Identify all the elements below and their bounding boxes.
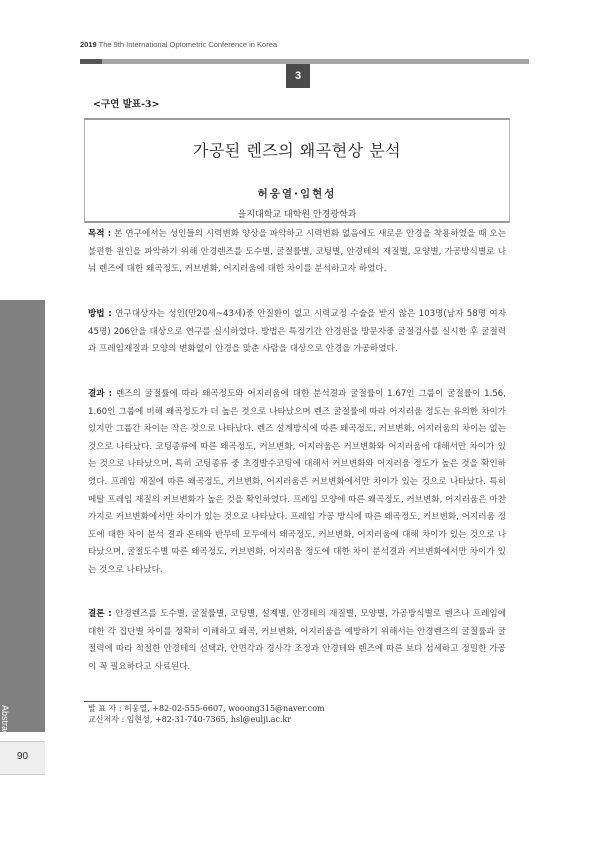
section-purpose: 목적 : 본 연구에서는 성인들의 시력변화 양상을 파악하고 시력변화 없음에도 새로운 안경을 착용하였을 때 오는 불편한 원인을 파악하기 위해 안경렌즈를 도수별, 굴절률별, 코팅별, 안경테의 재질별, 모양별, 가공방식별로 나눠 렌즈에 대한 왜곡정도, 커브변화, 어지러움에 대한 차이를 분석하고자 하였다. (88, 229, 507, 275)
abstract-number-badge: 3 (286, 64, 310, 88)
side-tab-label: Abstract (0, 705, 10, 739)
section-heading: 결론 (88, 609, 105, 619)
page-number: 90 (16, 751, 29, 762)
section-method: 방법 : 연구대상자는 성인(만20세~43세)중 안질환이 없고 시력교정 수술을 받지 않은 103명(남자 58명 여자 45명) 206안을 대상으로 연구를 실시하였다. 방법은 특정기간 안경원을 방문자중 굴절검사를 실시한 후 굴절력과 프레임재질과 모양의 변화없이 안경을 맞춘 사람을 대상으로 안경을 가공하였다. (88, 309, 506, 355)
footnote-presenter: 발 표 자 : 허웅열, +82-02-555-6607, wooong315@naver.com (88, 704, 325, 713)
section-heading: 결과 (88, 389, 105, 399)
paper-title: 가공된 렌즈의 왜곡현상 분석 (192, 141, 402, 160)
section-body: 렌즈의 굴절률에 따라 왜곡정도와 어지러움에 대한 분석결과 굴절률이 1.67인 그룹이 굴절률이 1.56, 1.60인 그룹에 비해 왜곡정도가 더 높은 것으로 나타났으며 렌즈 굴절률에 따라 어지러움 정도는 유의한 차이가 있지만 그룹간 차이는 작은 것으로 나타났다. 렌즈 설계방식에 따른 왜곡정도, 커브변화, 어지러움의 차이는 없는 것으로 나타났다. 코팅종류에 따른 왜곡정도, 커브변화, 어지러움은 커브변화와 어지러움에 대해서만 차이가 있는 것으로 나타났으며, 특히 코팅종류 중 초경발수코팅에 대해서 커브변화와 어지러움 정도가 높은 것을 확인하였다. 프레임 재질에 따른 왜곡정도, 커브변화, 어지러움은 커브변화에서만 차이가 있는 것으로 나타났다. 특히 메탈 프레임 재질의 커브변화가 높은 것을 확인하였다. 프레임 모양에 따른 왜곡정도, 커브변화, 어지러움은 마찬가지로 커브변화에서만 차이가 있는 것으로 나타났다. 프레임 가공 방식에 따른 왜곡정도, 커브변화, 어지러움 정도에 대한 차이 분석 결과 온테와 반무테 모두에서 왜곡정도, 커브변화, 어지러움에 대해 차이가 있는 것으로 나타났으며, 굴절도수별 따른 왜곡정도, 커브변화, 어지러움 정도에 대한 차이 분석결과 커브변화에서만 차이가 있는 것으로 나타났다. (88, 389, 506, 575)
side-tab (0, 300, 45, 732)
section-body: 본 연구에서는 성인들의 시력변화 양상을 파악하고 시력변화 없음에도 새로운 안경을 착용하였을 때 오는 불편한 원인을 파악하기 위해 안경렌즈를 도수별, 굴절률별, 코팅별, 안경테의 재질별, 모양별, 가공방식별로 나눠 렌즈에 대한 왜곡정도, 커브변화, 어지러움에 대한 차이를 분석하고자 하였다. (88, 229, 507, 275)
section-heading: 방법 (88, 309, 105, 319)
section-body: 연구대상자는 성인(만20세~43세)중 안질환이 없고 시력교정 수술을 받지 않은 103명(남자 58명 여자 45명) 206안을 대상으로 연구를 실시하였다. 방법은 특정기간 안경원을 방문자중 굴절검사를 실시한 후 굴절력과 프레임재질과 모양의 변화없이 안경을 맞춘 사람을 대상으로 안경을 가공하였다. (88, 309, 506, 355)
footnote-corresponding: 교신저자 : 임현성, +82-31-740-7365, hsl@eulji.ac.kr (88, 715, 292, 724)
affiliation: 을지대학교 대학원 안경광학과 (237, 210, 357, 220)
header-conference: The 9th International Optometric Conference in Korea (98, 40, 278, 49)
title-box (84, 118, 510, 223)
running-header (80, 40, 277, 49)
section-heading: 목적 (88, 229, 105, 239)
section-body: 안경렌즈를 도수별, 굴절률별, 코팅별, 설계별, 안경테의 재질별, 모양별, 가공방식별로 렌즈나 프레임에 대한 각 집단별 차이를 정확히 이해하고 왜곡, 커브변화, 어지러움을 예방하기 위해서는 안경렌즈의 굴절률과 굴절력에 따라 적절한 안경테의 선택과, 안면각과 경사각 조정과 안경테와 렌즈에 따른 보다 섬세하고 정밀한 가공이 꼭 필요하다고 사료된다. (88, 609, 506, 672)
authors: 허웅열·임현성 (257, 188, 337, 200)
section-results: 결과 : 렌즈의 굴절률에 따라 왜곡정도와 어지러움에 대한 분석결과 굴절률이 1.67인 그룹이 굴절률이 1.56, 1.60인 그룹에 비해 왜곡정도가 더 높은 것으로 나타났으며 렌즈 굴절률에 따라 어지러움 정도는 유의한 차이가 있지만 그룹간 차이는 작은 것으로 나타났다. 렌즈 설계방식에 따른 왜곡정도, 커브변화, 어지러움의 차이는 없는 것으로 나타났다. 코팅종류에 따른 왜곡정도, 커브변화, 어지러움은 커브변화와 어지러움에 대해서만 차이가 있는 것으로 나타났으며, 특히 코팅종류 중 초경발수코팅에 대해서 커브변화와 어지러움 정도가 높은 것을 확인하였다. 프레임 재질에 따른 왜곡정도, 커브변화, 어지러움은 커브변화에서만 차이가 있는 것으로 나타났다. 특히 메탈 프레임 재질의 커브변화가 높은 것을 확인하였다. 프레임 모양에 따른 왜곡정도, 커브변화, 어지러움은 마찬가지로 커브변화에서만 차이가 있는 것으로 나타났다. 프레임 가공 방식에 따른 왜곡정도, 커브변화, 어지러움 정도에 대한 차이 분석 결과 온테와 반무테 모두에서 왜곡정도, 커브변화, 어지러움에 대해 차이가 있는 것으로 나타났으며, 굴절도수별 따른 왜곡정도, 커브변화, 어지러움 정도에 대한 차이 분석결과 커브변화에서만 차이가 있는 것으로 나타났다. (88, 389, 506, 575)
header-year: 2019 (80, 40, 97, 49)
section-conclusion: 결론 : 안경렌즈를 도수별, 굴절률별, 코팅별, 설계별, 안경테의 재질별, 모양별, 가공방식별로 렌즈나 프레임에 대한 각 집단별 차이를 정확히 이해하고 왜곡, 커브변화, 어지러움을 예방하기 위해서는 안경렌즈의 굴절률과 굴절력에 따라 적절한 안경테의 선택과, 안면각과 경사각 조정과 안경테와 렌즈에 따른 보다 섬세하고 정밀한 가공이 꼭 필요하다고 사료된다. (88, 609, 506, 672)
section-label: <구연 발표-3> (93, 99, 160, 110)
header-rule-accent (80, 59, 102, 64)
footnote-rule (84, 701, 152, 702)
